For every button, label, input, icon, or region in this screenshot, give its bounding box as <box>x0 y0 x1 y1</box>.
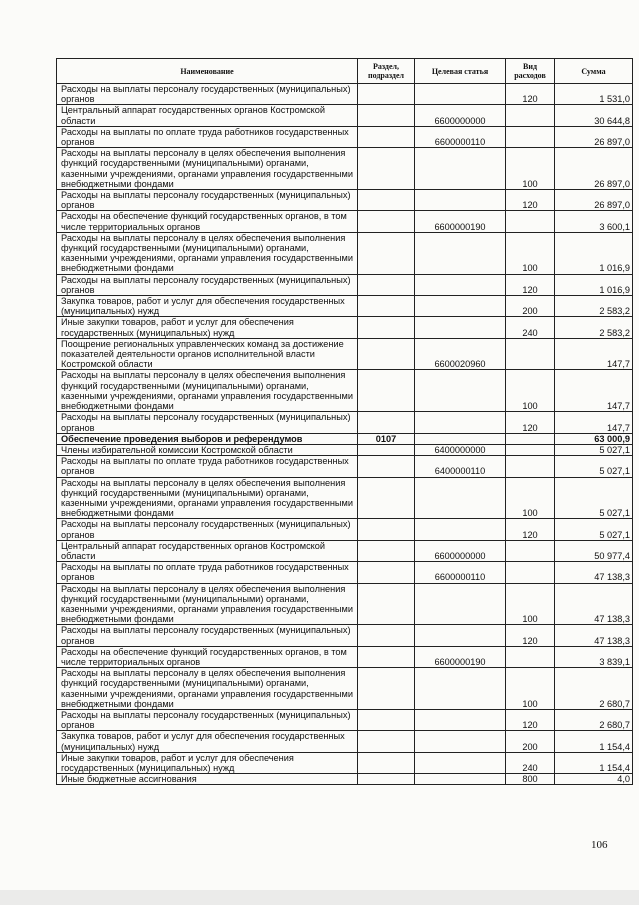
cell-section <box>358 456 415 477</box>
table-row <box>57 317 633 338</box>
cell-kind: 240 <box>506 752 555 773</box>
cell-section <box>358 84 415 105</box>
cell-section <box>358 519 415 540</box>
cell-kind <box>506 126 555 147</box>
cell-sum: 3 839,1 <box>555 646 633 667</box>
cell-kind <box>506 562 555 583</box>
cell-name: Расходы на выплаты по оплате труда работников государственных органов <box>57 562 358 583</box>
table-row <box>57 105 633 126</box>
header-section: Раздел, подраздел <box>358 59 415 84</box>
page-number: 106 <box>591 839 608 851</box>
cell-name: Обеспечение проведения выборов и референдумов <box>57 433 358 444</box>
cell-target: 6400000110 <box>415 456 506 477</box>
table-row <box>57 370 633 412</box>
table-row <box>57 274 633 295</box>
table-row <box>57 444 633 455</box>
cell-sum: 1 016,9 <box>555 232 633 274</box>
cell-kind <box>506 646 555 667</box>
cell-kind: 200 <box>506 731 555 752</box>
cell-target <box>415 296 506 317</box>
cell-target <box>415 583 506 625</box>
cell-sum: 1 154,4 <box>555 731 633 752</box>
cell-name: Расходы на выплаты персоналу в целях обеспечения выполнения функций государственными (муниципальными) органами, казенными учреждениями, органами управления государственными внебюджетными фондами <box>57 583 358 625</box>
cell-target: 6600000190 <box>415 646 506 667</box>
cell-kind: 100 <box>506 370 555 412</box>
cell-target <box>415 709 506 730</box>
cell-name: Расходы на выплаты персоналу в целях обеспечения выполнения функций государственными (муниципальными) органами, казенными учреждениями, органами управления государственными внебюджетными фондами <box>57 148 358 190</box>
cell-section <box>358 731 415 752</box>
cell-target: 6400000000 <box>415 444 506 455</box>
cell-name: Расходы на обеспечение функций государственных органов, в том числе территориальных органов <box>57 646 358 667</box>
cell-kind: 200 <box>506 296 555 317</box>
cell-sum: 47 138,3 <box>555 625 633 646</box>
cell-sum: 2 583,2 <box>555 317 633 338</box>
cell-kind: 120 <box>506 709 555 730</box>
cell-sum: 5 027,1 <box>555 444 633 455</box>
header-target: Целевая статья <box>415 59 506 84</box>
cell-name: Расходы на выплаты персоналу государственных (муниципальных) органов <box>57 519 358 540</box>
cell-kind: 120 <box>506 190 555 211</box>
table-row <box>57 84 633 105</box>
cell-section <box>358 105 415 126</box>
table-row <box>57 774 633 785</box>
cell-name: Расходы на выплаты по оплате труда работников государственных органов <box>57 456 358 477</box>
cell-section <box>358 317 415 338</box>
cell-section <box>358 444 415 455</box>
cell-kind: 120 <box>506 274 555 295</box>
cell-target <box>415 84 506 105</box>
cell-section <box>358 625 415 646</box>
cell-name: Иные закупки товаров, работ и услуг для обеспечения государственных (муниципальных) нужд <box>57 317 358 338</box>
cell-sum: 5 027,1 <box>555 456 633 477</box>
cell-section <box>358 774 415 785</box>
cell-target: 6600000110 <box>415 562 506 583</box>
cell-target <box>415 774 506 785</box>
cell-kind <box>506 211 555 232</box>
cell-kind: 800 <box>506 774 555 785</box>
cell-target <box>415 625 506 646</box>
cell-name: Расходы на выплаты персоналу в целях обеспечения выполнения функций государственными (муниципальными) органами, казенными учреждениями, органами управления государственными внебюджетными фондами <box>57 668 358 710</box>
cell-sum: 26 897,0 <box>555 126 633 147</box>
cell-sum: 26 897,0 <box>555 190 633 211</box>
table-row <box>57 540 633 561</box>
table-row <box>57 148 633 190</box>
cell-target <box>415 433 506 444</box>
cell-sum: 147,7 <box>555 338 633 370</box>
cell-name: Расходы на выплаты персоналу государственных (муниципальных) органов <box>57 274 358 295</box>
cell-section <box>358 540 415 561</box>
cell-kind: 100 <box>506 583 555 625</box>
cell-section: 0107 <box>358 433 415 444</box>
cell-section <box>358 752 415 773</box>
cell-section <box>358 148 415 190</box>
table-row <box>57 456 633 477</box>
cell-sum: 5 027,1 <box>555 477 633 519</box>
cell-name: Расходы на выплаты персоналу государственных (муниципальных) органов <box>57 412 358 433</box>
table-row <box>57 211 633 232</box>
cell-kind: 120 <box>506 84 555 105</box>
cell-target: 6600020960 <box>415 338 506 370</box>
cell-kind: 100 <box>506 477 555 519</box>
cell-target <box>415 232 506 274</box>
cell-name: Расходы на выплаты по оплате труда работников государственных органов <box>57 126 358 147</box>
cell-name: Расходы на выплаты персоналу государственных (муниципальных) органов <box>57 190 358 211</box>
cell-sum: 1 154,4 <box>555 752 633 773</box>
table-row <box>57 296 633 317</box>
cell-sum: 147,7 <box>555 412 633 433</box>
cell-section <box>358 232 415 274</box>
cell-sum: 147,7 <box>555 370 633 412</box>
cell-section <box>358 562 415 583</box>
table-row <box>57 190 633 211</box>
cell-name: Поощрение региональных управленческих команд за достижение показателей деятельности органов исполнительной власти Костромской области <box>57 338 358 370</box>
table-row <box>57 232 633 274</box>
cell-kind <box>506 456 555 477</box>
cell-section <box>358 646 415 667</box>
cell-target: 6600000000 <box>415 540 506 561</box>
cell-target: 6600000190 <box>415 211 506 232</box>
cell-kind: 100 <box>506 668 555 710</box>
table-row <box>57 668 633 710</box>
cell-name: Центральный аппарат государственных органов Костромской области <box>57 105 358 126</box>
scan-bottom-edge <box>0 890 639 905</box>
table-header-row <box>57 59 633 84</box>
cell-name: Расходы на выплаты персоналу государственных (муниципальных) органов <box>57 709 358 730</box>
cell-section <box>358 296 415 317</box>
cell-kind: 100 <box>506 232 555 274</box>
table-row <box>57 583 633 625</box>
cell-name: Закупка товаров, работ и услуг для обеспечения государственных (муниципальных) нужд <box>57 296 358 317</box>
cell-section <box>358 477 415 519</box>
cell-section <box>358 412 415 433</box>
header-name: Наименование <box>57 59 358 84</box>
header-kind: Вид расходов <box>506 59 555 84</box>
cell-kind: 120 <box>506 519 555 540</box>
cell-section <box>358 709 415 730</box>
cell-sum: 1 531,0 <box>555 84 633 105</box>
budget-table <box>56 58 633 785</box>
header-sum: Сумма <box>555 59 633 84</box>
cell-sum: 30 644,8 <box>555 105 633 126</box>
cell-target <box>415 668 506 710</box>
cell-kind <box>506 338 555 370</box>
cell-target <box>415 519 506 540</box>
cell-sum: 2 583,2 <box>555 296 633 317</box>
cell-name: Расходы на выплаты персоналу государственных (муниципальных) органов <box>57 84 358 105</box>
cell-target <box>415 370 506 412</box>
cell-name: Иные бюджетные ассигнования <box>57 774 358 785</box>
cell-section <box>358 370 415 412</box>
cell-sum: 1 016,9 <box>555 274 633 295</box>
cell-name: Расходы на выплаты персоналу в целях обеспечения выполнения функций государственными (муниципальными) органами, казенными учреждениями, органами управления государственными внебюджетными фондами <box>57 232 358 274</box>
cell-sum: 3 600,1 <box>555 211 633 232</box>
cell-section <box>358 211 415 232</box>
cell-name: Расходы на выплаты персоналу государственных (муниципальных) органов <box>57 625 358 646</box>
table-row <box>57 709 633 730</box>
cell-target <box>415 190 506 211</box>
cell-sum: 4,0 <box>555 774 633 785</box>
cell-kind <box>506 433 555 444</box>
cell-sum: 47 138,3 <box>555 562 633 583</box>
cell-target <box>415 148 506 190</box>
cell-kind <box>506 444 555 455</box>
cell-sum: 2 680,7 <box>555 668 633 710</box>
cell-target <box>415 752 506 773</box>
cell-section <box>358 668 415 710</box>
table-row <box>57 646 633 667</box>
cell-section <box>358 274 415 295</box>
cell-sum: 5 027,1 <box>555 519 633 540</box>
cell-sum: 47 138,3 <box>555 583 633 625</box>
cell-sum: 50 977,4 <box>555 540 633 561</box>
cell-target <box>415 731 506 752</box>
table-row <box>57 562 633 583</box>
cell-kind: 120 <box>506 625 555 646</box>
cell-kind: 100 <box>506 148 555 190</box>
cell-name: Члены избирательной комиссии Костромской области <box>57 444 358 455</box>
cell-target <box>415 412 506 433</box>
cell-target: 6600000000 <box>415 105 506 126</box>
cell-target <box>415 317 506 338</box>
table-row <box>57 338 633 370</box>
table-row <box>57 519 633 540</box>
cell-section <box>358 338 415 370</box>
cell-kind: 120 <box>506 412 555 433</box>
cell-name: Закупка товаров, работ и услуг для обеспечения государственных (муниципальных) нужд <box>57 731 358 752</box>
cell-name: Иные закупки товаров, работ и услуг для обеспечения государственных (муниципальных) нужд <box>57 752 358 773</box>
cell-target: 6600000110 <box>415 126 506 147</box>
cell-sum: 2 680,7 <box>555 709 633 730</box>
cell-name: Расходы на обеспечение функций государственных органов, в том числе территориальных органов <box>57 211 358 232</box>
cell-sum: 26 897,0 <box>555 148 633 190</box>
table-body <box>57 84 633 785</box>
cell-name: Центральный аппарат государственных органов Костромской области <box>57 540 358 561</box>
table-row <box>57 412 633 433</box>
cell-kind: 240 <box>506 317 555 338</box>
cell-target <box>415 274 506 295</box>
table-row <box>57 433 633 444</box>
table-row <box>57 625 633 646</box>
table-row <box>57 731 633 752</box>
table-row <box>57 126 633 147</box>
cell-section <box>358 583 415 625</box>
table-row <box>57 477 633 519</box>
table-row <box>57 752 633 773</box>
cell-kind <box>506 540 555 561</box>
cell-name: Расходы на выплаты персоналу в целях обеспечения выполнения функций государственными (муниципальными) органами, казенными учреждениями, органами управления государственными внебюджетными фондами <box>57 477 358 519</box>
cell-name: Расходы на выплаты персоналу в целях обеспечения выполнения функций государственными (муниципальными) органами, казенными учреждениями, органами управления государственными внебюджетными фондами <box>57 370 358 412</box>
cell-sum: 63 000,9 <box>555 433 633 444</box>
cell-kind <box>506 105 555 126</box>
cell-section <box>358 190 415 211</box>
cell-section <box>358 126 415 147</box>
cell-target <box>415 477 506 519</box>
